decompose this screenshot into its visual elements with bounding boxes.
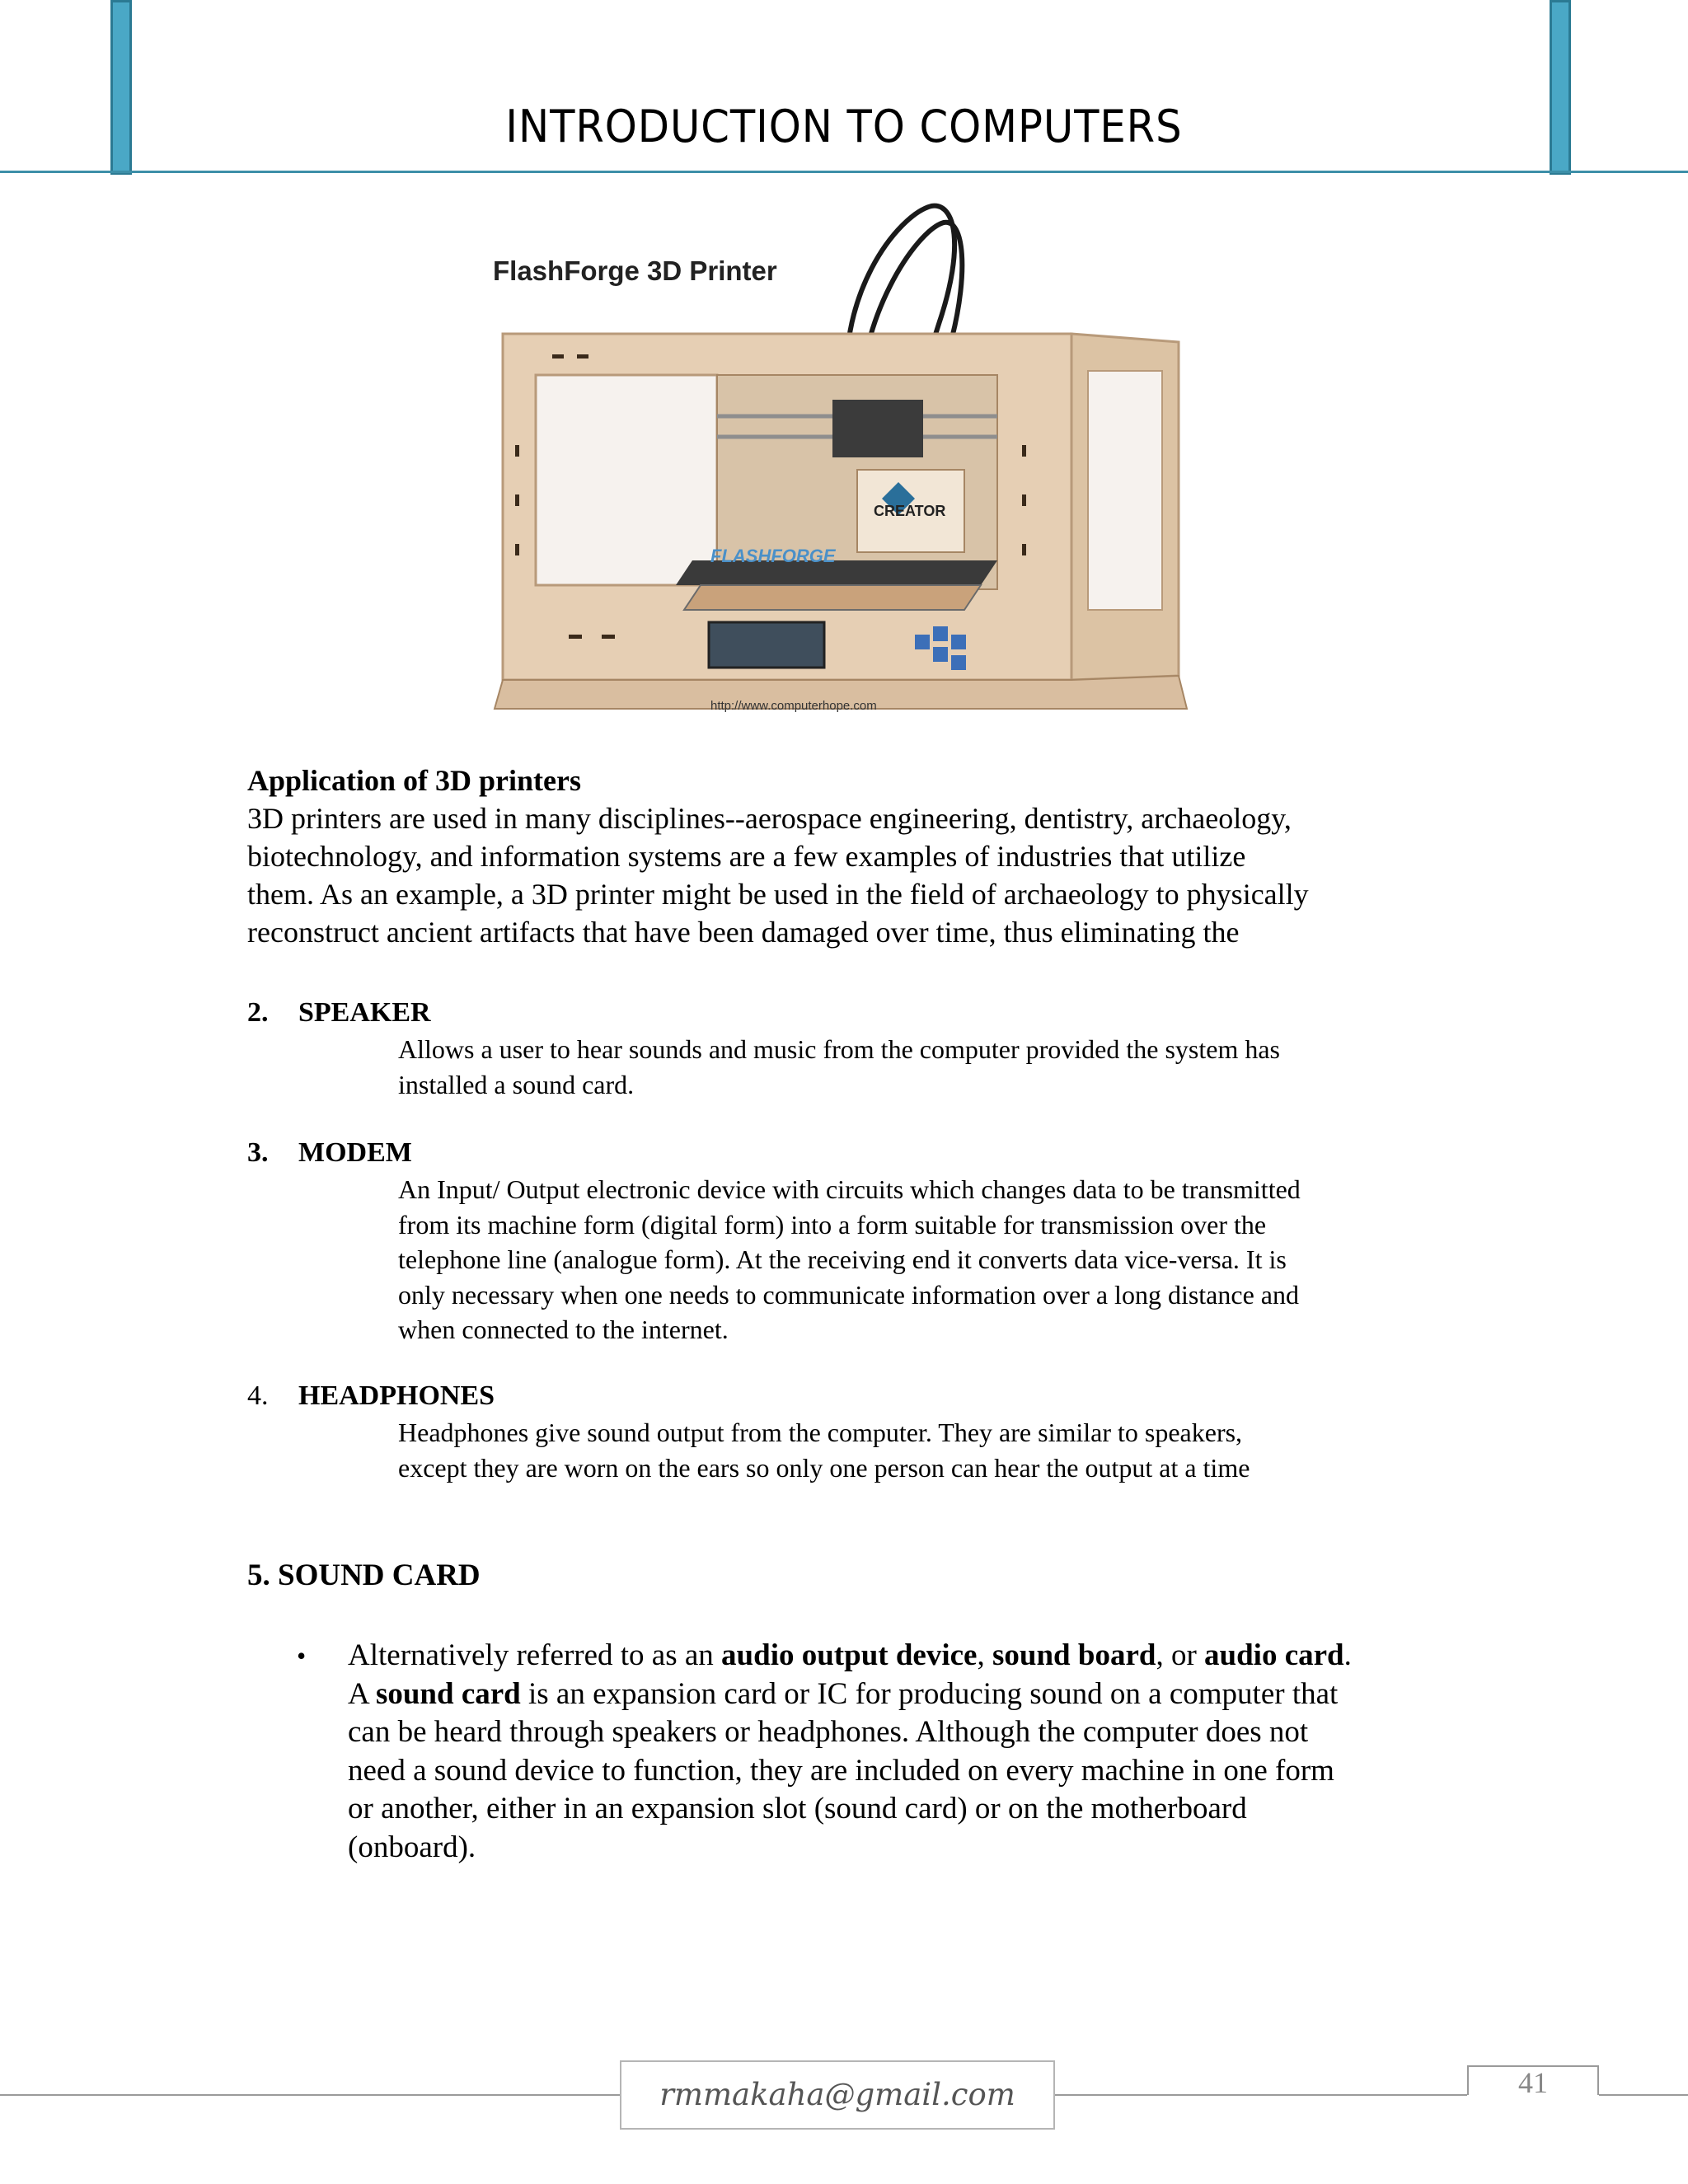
figure-source-url: http://www.computerhope.com xyxy=(710,699,877,713)
bullet-icon: • xyxy=(297,1641,307,1671)
text-run: , xyxy=(977,1638,992,1672)
page-number: 41 xyxy=(1518,2066,1548,2099)
bullet-line: need a sound device to function, they are included on every machine in one form xyxy=(348,1753,1334,1788)
paragraph-line: 3D printers are used in many disciplines--aerospace engineering, dentistry, archaeology, xyxy=(247,802,1292,835)
footer-email: rmmakaha@gmail.com xyxy=(620,2060,1055,2130)
item-title-headphones xyxy=(247,1380,495,1412)
footer-rule-right xyxy=(1599,2094,1688,2096)
body-line: only necessary when one needs to communicate information over a long distance and xyxy=(398,1279,1299,1310)
text-run: . xyxy=(1343,1638,1352,1672)
body-line: from its machine form (digital form) into a form suitable for transmission over the xyxy=(398,1209,1267,1240)
bold-term: sound card xyxy=(375,1676,521,1711)
page-title: INTRODUCTION TO COMPUTERS xyxy=(505,101,1183,152)
body-line: An Input/ Output electronic device with circuits which changes data to be transmitted xyxy=(398,1174,1301,1204)
figure-brand-label: FlashForge 3D Printer xyxy=(493,255,777,286)
bullet-line xyxy=(348,1675,1469,1714)
figure-bed-label: FLASHFORGE xyxy=(710,546,836,566)
bold-term: audio output device xyxy=(721,1638,978,1672)
figure-logo-label: CREATOR xyxy=(874,503,946,519)
item-title-modem xyxy=(247,1137,412,1169)
footer-rule-middle xyxy=(1055,2094,1467,2096)
text-run: Alternatively referred to as an xyxy=(348,1638,722,1672)
item-number: 2. xyxy=(247,997,269,1028)
body-line: telephone line (analogue form). At the receiving end it converts data vice-versa. It is xyxy=(398,1244,1287,1274)
item-number: 3. xyxy=(247,1137,269,1168)
item-label: HEADPHONES xyxy=(298,1380,495,1411)
bullet-text xyxy=(348,1637,1469,1867)
bullet-line: or another, either in an expansion slot (sound card) or on the motherboard xyxy=(348,1792,1247,1825)
section-heading-sound-card: 5. SOUND CARD xyxy=(247,1558,481,1592)
text-run: is an expansion card or IC for producing sound on a computer that xyxy=(520,1676,1339,1711)
item-label: SPEAKER xyxy=(298,997,431,1028)
item-body-speaker xyxy=(398,1032,1453,1102)
body-line: when connected to the internet. xyxy=(398,1315,729,1344)
item-body-headphones xyxy=(398,1415,1453,1485)
bullet-line xyxy=(348,1637,1469,1675)
section-heading-3d: Application of 3D printers xyxy=(247,764,581,797)
body-line: Headphones give sound output from the computer. They are similar to speakers, xyxy=(398,1418,1243,1447)
text-run: A xyxy=(348,1676,376,1711)
paragraph-line: reconstruct ancient artifacts that have been damaged over time, thus eliminating the xyxy=(247,916,1240,949)
paragraph-line: them. As an example, a 3D printer might be used in the field of archaeology to physically xyxy=(247,878,1309,911)
section-3d-paragraph xyxy=(247,799,1467,951)
body-line: installed a sound card. xyxy=(398,1069,635,1099)
bullet-line: (onboard). xyxy=(348,1830,476,1864)
item-body-modem xyxy=(398,1172,1453,1347)
item-title-speaker xyxy=(247,997,431,1029)
item-label: MODEM xyxy=(298,1137,412,1168)
paragraph-line: biotechnology, and information systems are a few examples of industries that utilize xyxy=(247,840,1246,873)
footer-rule-left xyxy=(0,2094,620,2096)
body-line: except they are worn on the ears so only one person can hear the output at a time xyxy=(398,1452,1250,1483)
item-number: 4. xyxy=(247,1380,269,1411)
header-rule xyxy=(0,171,1688,173)
bold-term: sound board xyxy=(992,1638,1156,1672)
text-run: , or xyxy=(1156,1638,1205,1672)
body-line: Allows a user to hear sounds and music from the computer provided the system has xyxy=(398,1034,1280,1064)
bullet-line: can be heard through speakers or headphones. Although the computer does not xyxy=(348,1715,1309,1749)
bold-term: audio card xyxy=(1204,1638,1344,1672)
